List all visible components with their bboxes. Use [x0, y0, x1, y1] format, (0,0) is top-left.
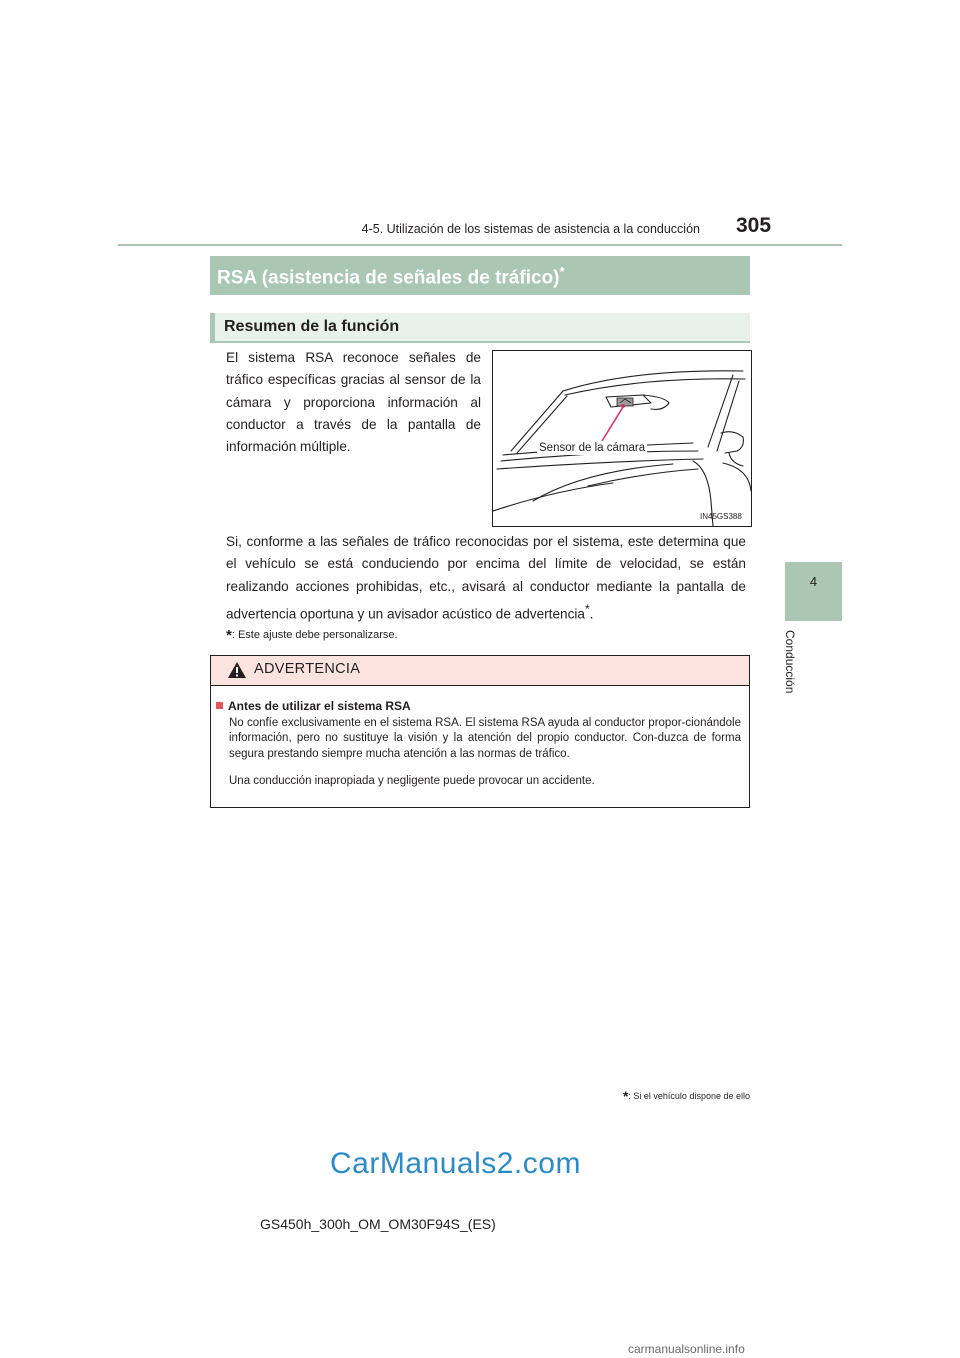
header-section-title: 4-5. Utilización de los sistemas de asistencia a la conducción — [361, 222, 700, 236]
chapter-label-container — [783, 630, 803, 710]
figure-code: IN45GS388 — [700, 512, 742, 521]
warning-triangle-icon — [227, 661, 247, 679]
warning-title: ADVERTENCIA — [254, 661, 361, 677]
camera-sensor-figure — [492, 350, 752, 527]
section-heading-accent — [210, 313, 215, 343]
warning-subtitle — [216, 699, 411, 713]
personalize-footnote — [226, 627, 398, 644]
section-heading: Resumen de la función — [224, 318, 400, 335]
page-title-text: RSA (asistencia de señales de tráfico) — [217, 267, 560, 289]
footnote-text: : Este ajuste debe personalizarse. — [231, 629, 398, 641]
page-title — [217, 264, 565, 289]
description-end: . — [589, 606, 594, 622]
bullet-square-icon — [216, 702, 223, 709]
description-text: Si, conforme a las señales de tráfico reconocidas por el sistema, este determina que el vehículo se está conduciendo por encima del límite de velocidad, se están realizando acciones prohibidas, etc., avisará al conductor mediante la pantalla de advertencia oportuna y un avisador acústico de advertencia — [226, 534, 746, 622]
chapter-number: 4 — [809, 574, 818, 589]
chapter-tab — [785, 562, 842, 621]
warning-body-second: Una conducción inapropiada y negligente puede provocar un accidente. — [229, 775, 595, 787]
warning-body: No confíe exclusivamente en el sistema RSA. El sistema RSA ayuda al conductor propor-cionándole información, pero no sustituye la visión y la atención del propio conductor. Con-duzca de forma segura prestando siempre mucha atención a las normas de tráfico. — [229, 717, 741, 760]
header-rule — [118, 244, 842, 246]
description-paragraph — [226, 531, 746, 626]
document-code: GS450h_300h_OM_OM30F94S_(ES) — [260, 1216, 496, 1232]
warning-subtitle-text: Antes de utilizar el sistema RSA — [228, 699, 411, 713]
page-number: 305 — [736, 214, 772, 237]
footnote-asterisk: * — [226, 627, 232, 644]
title-footnote-marker: * — [559, 264, 565, 279]
availability-footnote — [560, 1088, 750, 1104]
chapter-label: Conducción — [783, 630, 797, 694]
car-windshield-illustration — [493, 351, 751, 526]
bottom-watermark: carmanualsonline.info — [628, 1342, 745, 1356]
intro-paragraph: El sistema RSA reconoce señales de tráfico específicas gracias al sensor de la cámara y proporciona información al conductor a través de la pantalla de información múltiple. — [226, 350, 481, 455]
availability-footnote-text: : Si el vehículo dispone de ello — [628, 1091, 750, 1101]
footnote-asterisk-2: * — [622, 1088, 629, 1104]
description-footnote-marker: * — [584, 601, 590, 616]
watermark-link[interactable]: CarManuals2.com — [330, 1147, 581, 1180]
camera-sensor-callout: Sensor de la cámara — [539, 442, 646, 454]
